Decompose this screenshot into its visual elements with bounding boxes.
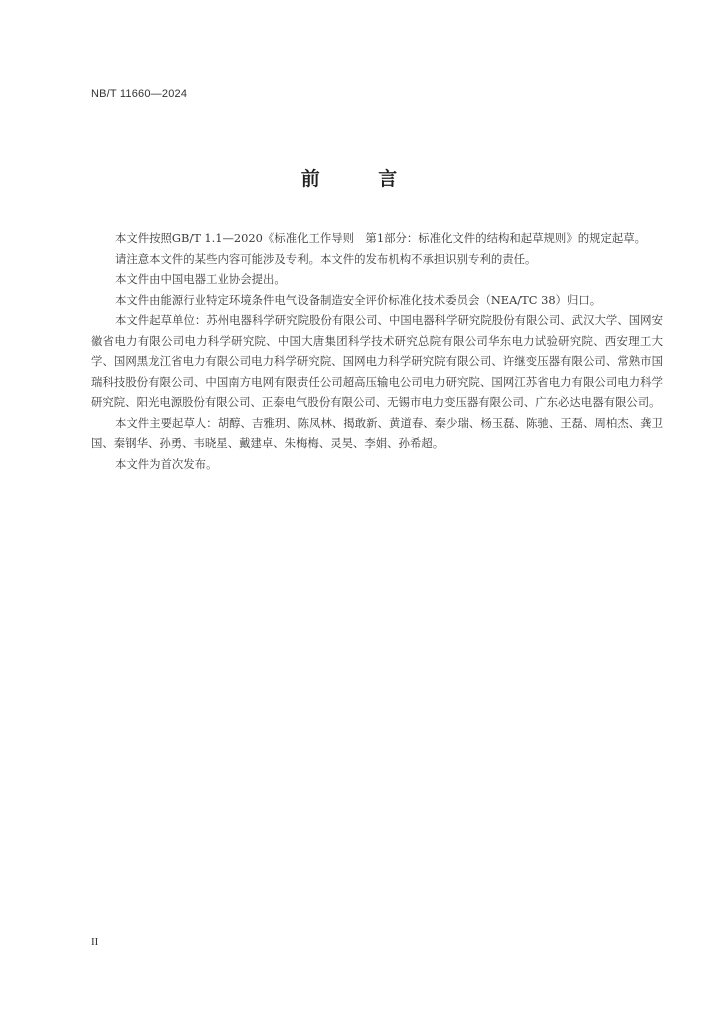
paragraph-first-release: 本文件为首次发布。 — [114, 456, 218, 471]
paragraph-drafting-organizations: 本文件起草单位：苏州电器科学研究院股份有限公司、中国电器科学研究院股份有限公司、武汉大学、国网安徽省电力有限公司电力科学研究院、中国大唐集团科学技术研究总院有限公司华东电力试验研究院、西安理工大学、国网黑龙江省电力有限公司电力科学研究院、国网电力科学研究院有限公司、许继变压器有限公司、常熟市国瑞科技股份有限公司、中国南方电网有限责任公司超高压输电公司电力研究院、国网江苏省电力有限公司电力科学研究院、阳光电源股份有限公司、正泰电气股份有限公司、无锡市电力变压器有限公司、广东必达电器有限公司。 — [91, 313, 663, 409]
standard-number: NB/T 11660—2024 — [91, 88, 188, 100]
page-title: 前 言 — [300, 168, 424, 190]
foreword-body — [91, 228, 663, 474]
paragraph-drafters: 本文件主要起草人：胡醇、吉雅玥、陈凤林、揭敢新、黄道春、秦少瑞、杨玉磊、陈驰、王磊、周柏杰、龚卫国、秦钢华、孙勇、韦晓星、戴建卓、朱梅梅、灵昊、李娟、孙希超。 — [91, 415, 663, 450]
paragraph-drafting-rules: 本文件按照GB/T 1.1—2020《标准化工作导则 第1部分：标准化文件的结构和起草规则》的规定起草。 — [114, 231, 647, 245]
paragraph-proposer: 本文件由中国电器工业协会提出。 — [114, 272, 286, 286]
paragraph-patent-notice: 请注意本文件的某些内容可能涉及专利。本文件的发布机构不承担识别专利的责任。 — [114, 251, 537, 266]
paragraph-responsible-committee: 本文件由能源行业特定环境条件电气设备制造安全评价标准化技术委员会（NEA/TC 38）归口。 — [114, 292, 602, 307]
page-number: II — [91, 936, 99, 948]
